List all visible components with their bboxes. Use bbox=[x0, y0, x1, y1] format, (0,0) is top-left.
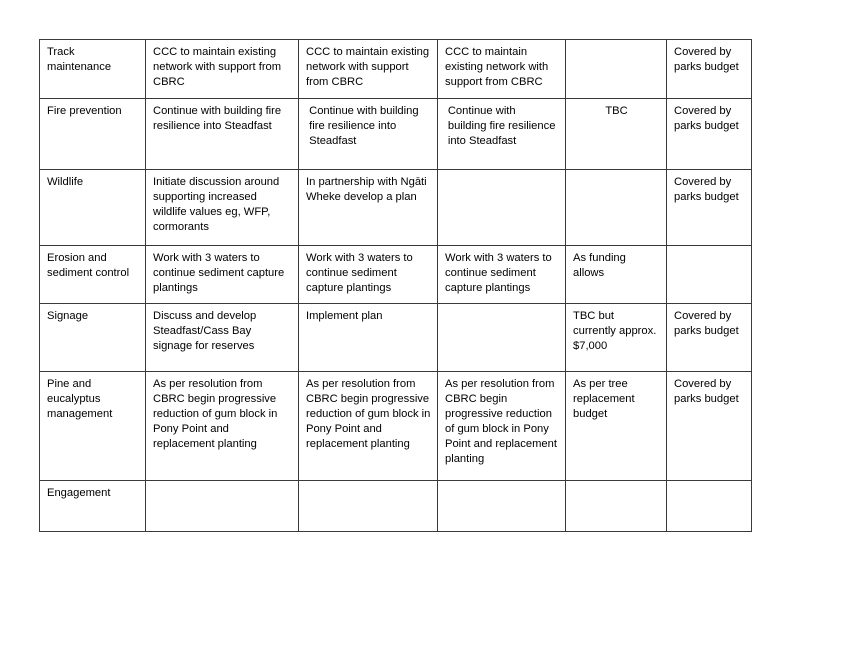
cell-erosion-category bbox=[40, 246, 146, 304]
cell-text: Covered by parks budget bbox=[674, 310, 739, 337]
cell-text bbox=[674, 251, 745, 252]
cell-text bbox=[674, 486, 745, 487]
cell-text: Continue with building fire resilience into Steadfast bbox=[309, 105, 419, 147]
cell-text: As funding allows bbox=[573, 252, 626, 279]
cell-signage-col5 bbox=[566, 304, 667, 372]
cell-text: Work with 3 waters to continue sediment capture plantings bbox=[153, 252, 285, 294]
cell-engagement-category bbox=[40, 481, 146, 532]
cell-erosion-col5 bbox=[566, 246, 667, 304]
cell-track-maintenance-category bbox=[40, 40, 146, 99]
cell-fire-prevention-col5 bbox=[566, 99, 667, 170]
cell-track-maintenance-col6 bbox=[667, 40, 752, 99]
cell-text: Covered by parks budget bbox=[674, 105, 739, 132]
table-row bbox=[40, 99, 752, 170]
cell-text: Wildlife bbox=[47, 176, 84, 188]
cell-wildlife-col2 bbox=[146, 170, 299, 246]
cell-text: As per resolution from CBRC begin progressive reduction of gum block in Pony Point and replacement planting bbox=[306, 378, 431, 450]
cell-wildlife-col6 bbox=[667, 170, 752, 246]
reserve-management-action-table bbox=[39, 39, 752, 532]
cell-text: As per tree replacement budget bbox=[573, 378, 635, 420]
cell-text: Pine and eucalyptus management bbox=[47, 378, 113, 420]
cell-pine-eucalyptus-col6 bbox=[667, 372, 752, 481]
table-row bbox=[40, 304, 752, 372]
cell-text bbox=[445, 486, 559, 487]
cell-engagement-col3 bbox=[299, 481, 438, 532]
cell-fire-prevention-col2 bbox=[146, 99, 299, 170]
cell-pine-eucalyptus-col5 bbox=[566, 372, 667, 481]
cell-text: As per resolution from CBRC begin progressive reduction of gum block in Pony Point and replacement planting bbox=[153, 378, 278, 450]
cell-wildlife-col4 bbox=[438, 170, 566, 246]
cell-fire-prevention-category bbox=[40, 99, 146, 170]
cell-signage-col4 bbox=[438, 304, 566, 372]
cell-text bbox=[573, 486, 660, 487]
cell-pine-eucalyptus-col3 bbox=[299, 372, 438, 481]
table-row bbox=[40, 481, 752, 532]
cell-text: Implement plan bbox=[306, 310, 383, 322]
cell-text: Fire prevention bbox=[47, 105, 122, 117]
cell-text: Engagement bbox=[47, 487, 111, 499]
cell-fire-prevention-col3 bbox=[299, 99, 438, 170]
cell-text bbox=[445, 175, 559, 176]
cell-text: Erosion and sediment control bbox=[47, 252, 130, 279]
cell-engagement-col6 bbox=[667, 481, 752, 532]
cell-text: TBC but currently approx. $7,000 bbox=[573, 310, 657, 352]
cell-engagement-col2 bbox=[146, 481, 299, 532]
cell-pine-eucalyptus-col4 bbox=[438, 372, 566, 481]
cell-text bbox=[573, 45, 660, 46]
cell-erosion-col6 bbox=[667, 246, 752, 304]
table-row bbox=[40, 246, 752, 304]
cell-wildlife-col3 bbox=[299, 170, 438, 246]
cell-track-maintenance-col4 bbox=[438, 40, 566, 99]
cell-text: Initiate discussion around supporting increased wildlife values eg, WFP, cormorants bbox=[153, 176, 280, 233]
table-row bbox=[40, 170, 752, 246]
cell-text: CCC to maintain existing network with support from CBRC bbox=[445, 46, 549, 88]
cell-text: Continue with building fire resilience into Steadfast bbox=[153, 105, 282, 132]
cell-text: CCC to maintain existing network with support from CBRC bbox=[153, 46, 282, 88]
cell-text: Covered by parks budget bbox=[674, 46, 739, 73]
cell-text: In partnership with Ngāti Wheke develop a plan bbox=[306, 176, 427, 203]
cell-engagement-col4 bbox=[438, 481, 566, 532]
table-container bbox=[39, 39, 751, 532]
cell-track-maintenance-col5 bbox=[566, 40, 667, 99]
cell-erosion-col3 bbox=[299, 246, 438, 304]
cell-pine-eucalyptus-category bbox=[40, 372, 146, 481]
cell-text: Work with 3 waters to continue sediment capture plantings bbox=[445, 252, 552, 294]
cell-signage-col3 bbox=[299, 304, 438, 372]
cell-fire-prevention-col6 bbox=[667, 99, 752, 170]
cell-erosion-col4 bbox=[438, 246, 566, 304]
cell-track-maintenance-col3 bbox=[299, 40, 438, 99]
cell-text bbox=[153, 486, 292, 487]
cell-text bbox=[306, 486, 431, 487]
cell-wildlife-col5 bbox=[566, 170, 667, 246]
cell-engagement-col5 bbox=[566, 481, 667, 532]
cell-signage-category bbox=[40, 304, 146, 372]
cell-text: As per resolution from CBRC begin progressive reduction of gum block in Pony Point and replacement planting bbox=[445, 378, 557, 465]
cell-text: TBC bbox=[605, 105, 628, 117]
cell-pine-eucalyptus-col2 bbox=[146, 372, 299, 481]
cell-text: Work with 3 waters to continue sediment capture plantings bbox=[306, 252, 413, 294]
table-row bbox=[40, 40, 752, 99]
table-body bbox=[40, 40, 752, 532]
table-row bbox=[40, 372, 752, 481]
cell-track-maintenance-col2 bbox=[146, 40, 299, 99]
cell-wildlife-category bbox=[40, 170, 146, 246]
cell-text: Discuss and develop Steadfast/Cass Bay signage for reserves bbox=[153, 310, 257, 352]
cell-text: Covered by parks budget bbox=[674, 176, 739, 203]
cell-text bbox=[445, 309, 559, 310]
cell-text: Continue with building fire resilience into Steadfast bbox=[447, 105, 556, 147]
cell-text: CCC to maintain existing network with support from CBRC bbox=[306, 46, 430, 88]
cell-text: Covered by parks budget bbox=[674, 378, 739, 405]
cell-text bbox=[573, 175, 660, 176]
cell-signage-col2 bbox=[146, 304, 299, 372]
cell-erosion-col2 bbox=[146, 246, 299, 304]
cell-text: Track maintenance bbox=[47, 46, 112, 73]
cell-text: Signage bbox=[47, 310, 89, 322]
cell-fire-prevention-col4 bbox=[438, 99, 566, 170]
cell-signage-col6 bbox=[667, 304, 752, 372]
